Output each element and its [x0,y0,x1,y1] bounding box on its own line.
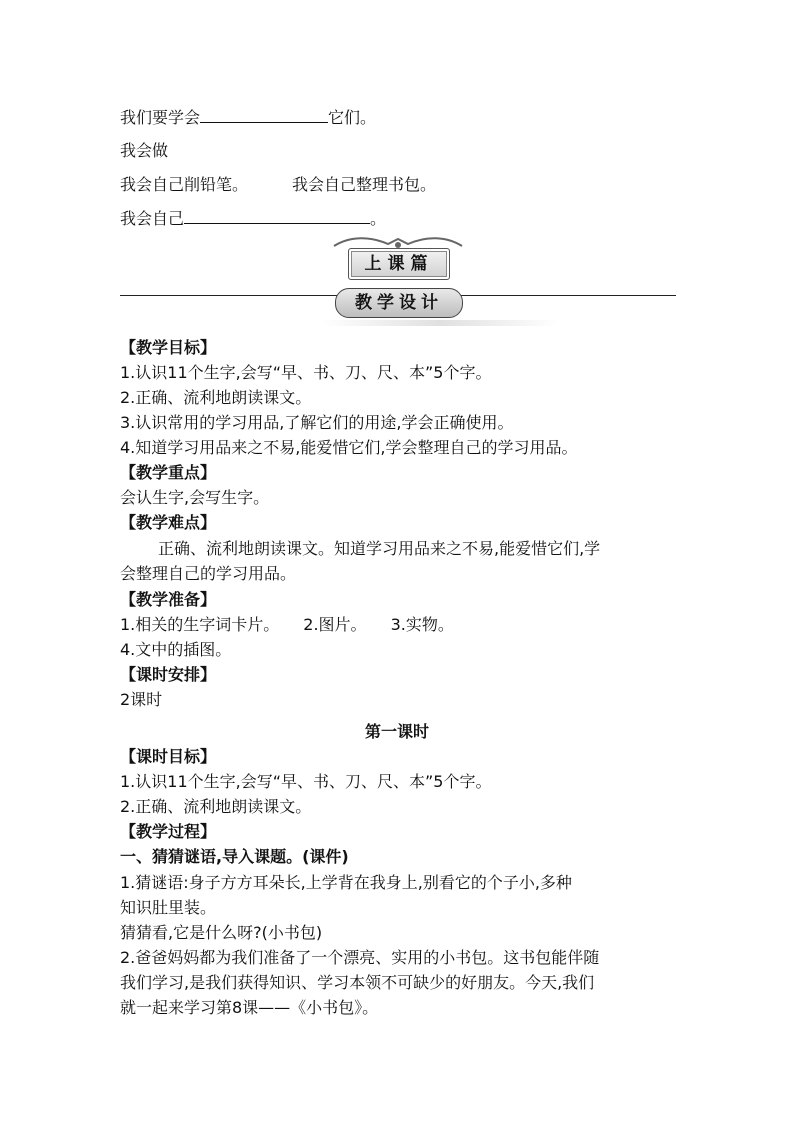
lesson-goal-item: 2.正确、流利地朗读课文。 [120,797,312,816]
text: 它们。 [328,108,377,127]
text: 我会自己削铅笔。 [120,175,249,194]
text: 我会自己整理书包。 [292,175,437,194]
banner-subtitle: 教学设计 [335,288,463,318]
process-text: 就一起来学习第8课——《小书包》。 [120,998,379,1017]
heading-schedule: 【课时安排】 [120,665,217,684]
process-text: 猜猜看,它是什么呀?(小书包) [120,923,323,942]
lesson-title: 第一课时 [364,722,429,741]
prep-item: 4.文中的插图。 [120,640,232,659]
heading-preparation: 【教学准备】 [120,590,217,609]
text: 我们要学会 [120,108,201,127]
goal-item: 2.正确、流利地朗读课文。 [120,388,312,407]
banner-title: 上课篇 [348,248,450,280]
schedule-text: 2课时 [120,690,163,709]
banner-shadow [320,320,560,326]
preparation-line [120,614,454,636]
fill-blank [184,207,370,224]
heading-difficulty: 【教学难点】 [120,513,217,532]
heading-process: 【教学过程】 [120,822,217,841]
heading-key: 【教学重点】 [120,463,217,482]
prep-item: 2.图片。 [303,615,367,634]
goal-item: 1.认识11个生字,会写“早、书、刀、尺、本”5个字。 [120,363,492,382]
text-line [120,174,436,196]
key-text: 会认生字,会写生字。 [120,488,270,507]
prep-item: 1.相关的生字词卡片。 [120,615,280,634]
goal-item: 3.认识常用的学习用品,了解它们的用途,学会正确使用。 [120,413,514,432]
fill-line-1 [120,106,376,129]
fill-line-2 [120,207,386,230]
process-text: 知识肚里装。 [120,898,217,917]
difficulty-text: 会整理自己的学习用品。 [120,564,297,583]
heading-goals: 【教学目标】 [120,338,217,357]
difficulty-text: 正确、流利地朗读课文。知道学习用品来之不易,能爱惜它们,学 [158,539,601,558]
process-text: 2.爸爸妈妈都为我们准备了一个漂亮、实用的小书包。这书包能伴随 [120,948,600,967]
process-step-title: 一、猜猜谜语,导入课题。(课件) [120,847,349,866]
text-line: 我会做 [120,141,169,160]
lesson-goal-item: 1.认识11个生字,会写“早、书、刀、尺、本”5个字。 [120,772,492,791]
process-text: 我们学习,是我们获得知识、学习本领不可缺少的好朋友。今天,我们 [120,973,595,992]
goal-item: 4.知道学习用品来之不易,能爱惜它们,学会整理自己的学习用品。 [120,438,578,457]
process-text: 1.猜谜语:身子方方耳朵长,上学背在我身上,别看它的个子小,多种 [120,873,572,892]
text: 我会自己 [120,209,185,228]
prep-item: 3.实物。 [390,615,454,634]
fill-blank [200,106,328,123]
section-banner [120,232,676,332]
text: 。 [370,209,387,228]
heading-lesson-goals: 【课时目标】 [120,747,217,766]
